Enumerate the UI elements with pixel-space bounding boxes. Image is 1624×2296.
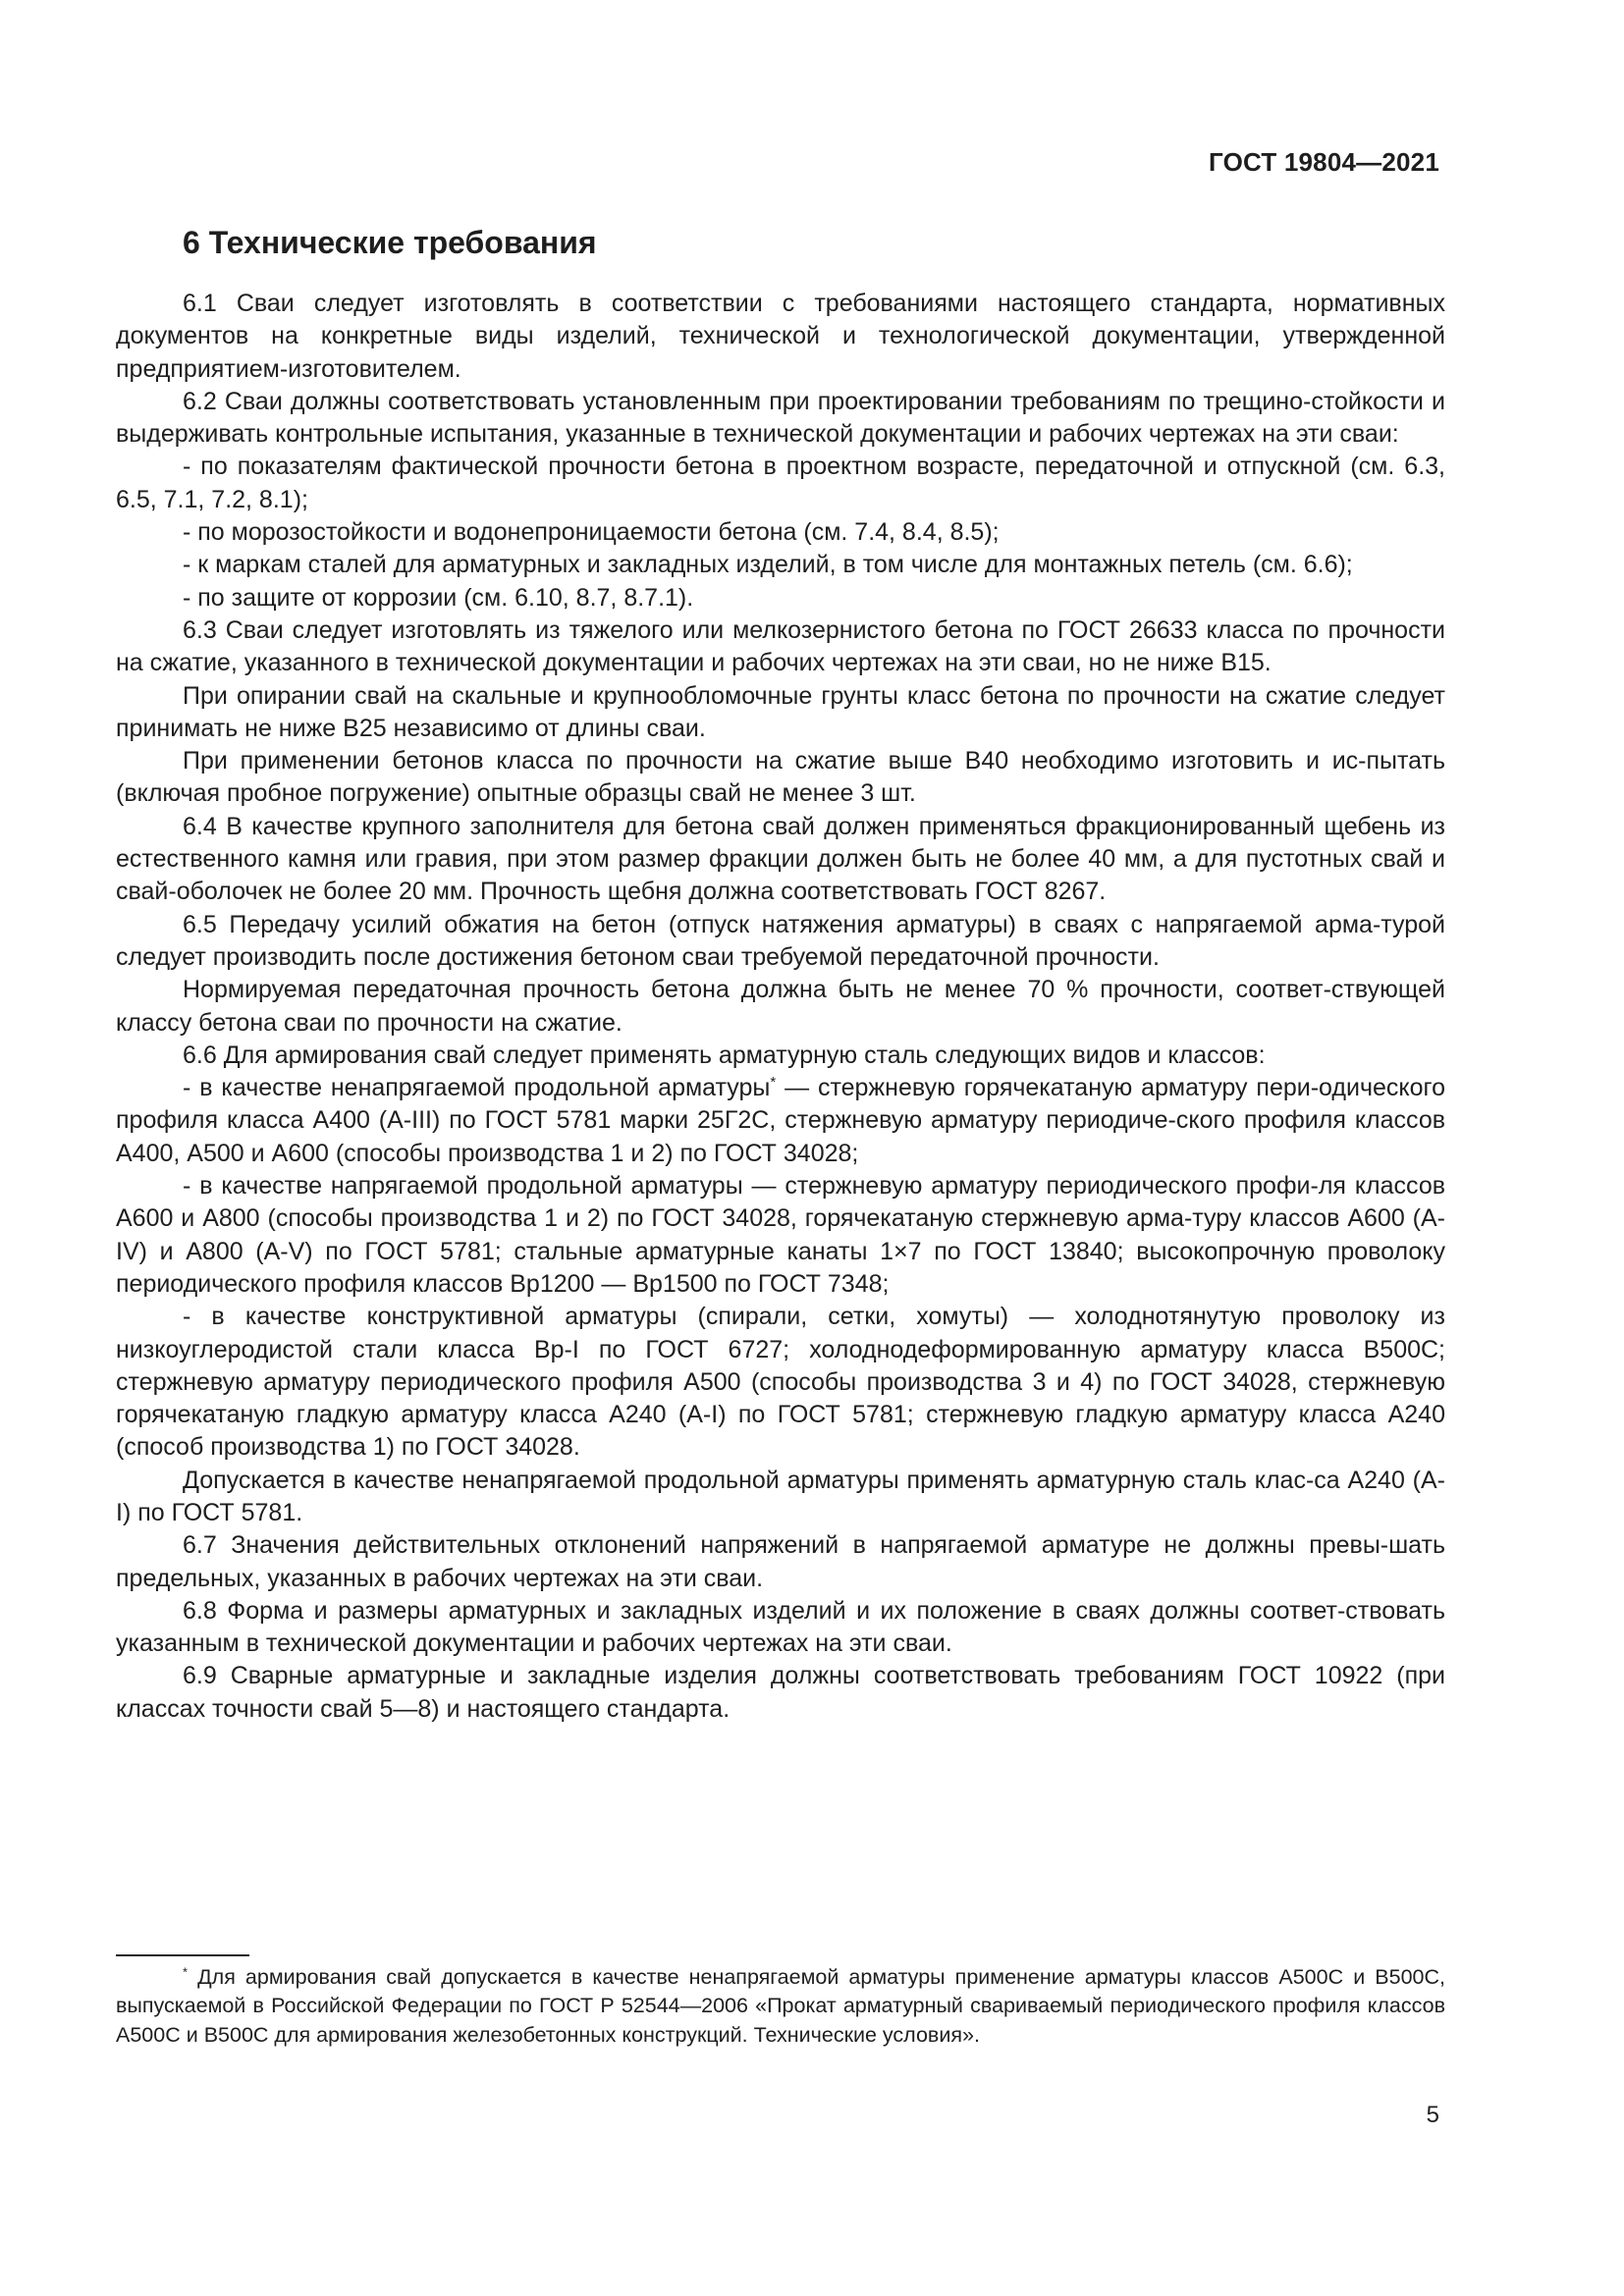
- list-item-structural: - в качестве конструктивной арматуры (спирали, сетки, хомуты) — холоднотянутую проволоку из низкоуглеродистой стали класса Вр-I по ГОСТ 6727; холоднодеформированную арматуру класса В500С; стержневую арматуру периодического профиля А500 (способы производства 3 и 4) по ГОСТ 34028, стержневую горячекатаную гладкую арматуру класса А240 (А-I) по ГОСТ 5781; стержневую гладкую арматуру класса А240 (способ производства 1) по ГОСТ 34028.: [116, 1303, 1445, 1462]
- paragraph-6-5: 6.5 Передачу усилий обжатия на бетон (отпуск натяжения арматуры) в сваях с напрягаемой арма-турой следует производить после достижения бетоном сваи требуемой передаточной прочности.: [116, 910, 1445, 971]
- footnote-ref: *: [770, 1074, 777, 1092]
- footnote-mark: *: [183, 1964, 189, 1980]
- paragraph-6-6: 6.6 Для армирования свай следует применять арматурную сталь следующих видов и классов:: [183, 1041, 1266, 1069]
- paragraph-6-6-allowed: Допускается в качестве ненапрягаемой продольной арматуры применять арматурную сталь клас-са А240 (А-I) по ГОСТ 5781.: [116, 1466, 1445, 1526]
- list-item-corrosion: - по защите от коррозии (см. 6.10, 8.7, 8.7.1).: [183, 583, 694, 612]
- page-number: 5: [1426, 2102, 1439, 2128]
- paragraph-6-9: 6.9 Сварные арматурные и закладные изделия должны соответствовать требованиям ГОСТ 10922 (при классах точности свай 5—8) и настоящего стандарта.: [116, 1662, 1445, 1723]
- paragraph-6-2: 6.2 Сваи должны соответствовать установленным при проектировании требованиям по трещино-стойкости и выдерживать контрольные испытания, указанные в технической документации и рабочих чертежах на эти сваи:: [116, 387, 1445, 449]
- paragraph-6-3-b40: При применении бетонов класса по прочности на сжатие выше В40 необходимо изготовить и ис-пытать (включая пробное погружение) опытные образцы свай не менее 3 шт.: [116, 747, 1445, 808]
- section-title: 6 Технические требования: [183, 225, 597, 260]
- section-body: [116, 288, 1445, 1726]
- paragraph-6-3: 6.3 Сваи следует изготовлять из тяжелого или мелкозернистого бетона по ГОСТ 26633 класса по прочности на сжатие, указанного в технической документации и рабочих чертежах на эти сваи, но не ниже В15.: [116, 615, 1445, 677]
- footnote: [116, 1963, 1445, 2050]
- footnote-body: Для армирования свай допускается в качестве ненапрягаемой арматуры применение арматуры классов А500С и В500С, выпускаемой в Российской Федерации по ГОСТ Р 52544—2006 «Прокат арматурный свариваемый периодического профиля классов А500С и В500С для армирования железобетонных конструкций. Технические условия».: [116, 1965, 1445, 2047]
- list-item-frost: - по морозостойкости и водонепроницаемости бетона (см. 7.4, 8.4, 8.5);: [183, 518, 1000, 547]
- list-item-prestressed: - в качестве напрягаемой продольной арматуры — стержневую арматуру периодического профи-ля классов А600 и А800 (способы производства 1 и 2) по ГОСТ 34028, горячекатаную стержневую арма-туру классов А600 (А-IV) и А800 (А-V) по ГОСТ 5781; стальные арматурные канаты 1×7 по ГОСТ 13840; высокопрочную проволоку периодического профиля классов Вр1200 — Вр1500 по ГОСТ 7348;: [116, 1172, 1445, 1298]
- paragraph-6-7: 6.7 Значения действительных отклонений напряжений в напрягаемой арматуре не должны превы-шать предельных, указанных в рабочих чертежах на эти сваи.: [116, 1531, 1445, 1592]
- paragraph-6-4: 6.4 В качестве крупного заполнителя для бетона свай должен применяться фракционированный щебень из естественного камня или гравия, при этом размер фракции должен быть не более 40 мм, а для пустотных свай и свай-оболочек не более 20 мм. Прочность щебня должна соответствовать ГОСТ 8267.: [116, 812, 1445, 906]
- list-item-strength: - по показателям фактической прочности бетона в проектном возрасте, передаточной и отпускной (см. 6.3, 6.5, 7.1, 7.2, 8.1);: [116, 453, 1445, 513]
- document-header-id: ГОСТ 19804—2021: [1209, 147, 1439, 177]
- list-item-nonprestressed-end: — стержневую горячекатаную арматуру пери-одического профиля класса А400 (А-III) по ГОСТ 5781 марки 25Г2С, стержневую арматуру периодиче-ского профиля классов А400, А500 и А600 (способы производства 1 и 2) по ГОСТ 34028;: [116, 1074, 1445, 1167]
- paragraph-6-5-norm: Нормируемая передаточная прочность бетона должна быть не менее 70 % прочности, соответ-ствующей классу бетона сваи по прочности на сжатие.: [116, 976, 1445, 1037]
- footnote-text: [116, 1963, 1445, 2050]
- paragraph-6-8: 6.8 Форма и размеры арматурных и закладных изделий и их положение в сваях должны соответ-ствовать указанным в технической документации и рабочих чертежах на эти сваи.: [116, 1596, 1445, 1658]
- list-item-nonprestressed-start: - в качестве ненапрягаемой продольной арматуры: [183, 1074, 771, 1102]
- list-item-steel: - к маркам сталей для арматурных и закладных изделий, в том числе для монтажных петель (см. 6.6);: [183, 551, 1353, 579]
- list-item-nonprestressed: [116, 1072, 1445, 1170]
- footnote-divider: [116, 1954, 249, 1956]
- paragraph-6-1: 6.1 Сваи следует изготовлять в соответствии с требованиями настоящего стандарта, нормативных документов на конкретные виды изделий, технической и технологической документации, утвержденной предприятием-изготовителем.: [116, 290, 1445, 383]
- paragraph-6-3-rock: При опирании свай на скальные и крупнообломочные грунты класс бетона по прочности на сжатие следует принимать не ниже В25 независимо от длины сваи.: [116, 681, 1445, 742]
